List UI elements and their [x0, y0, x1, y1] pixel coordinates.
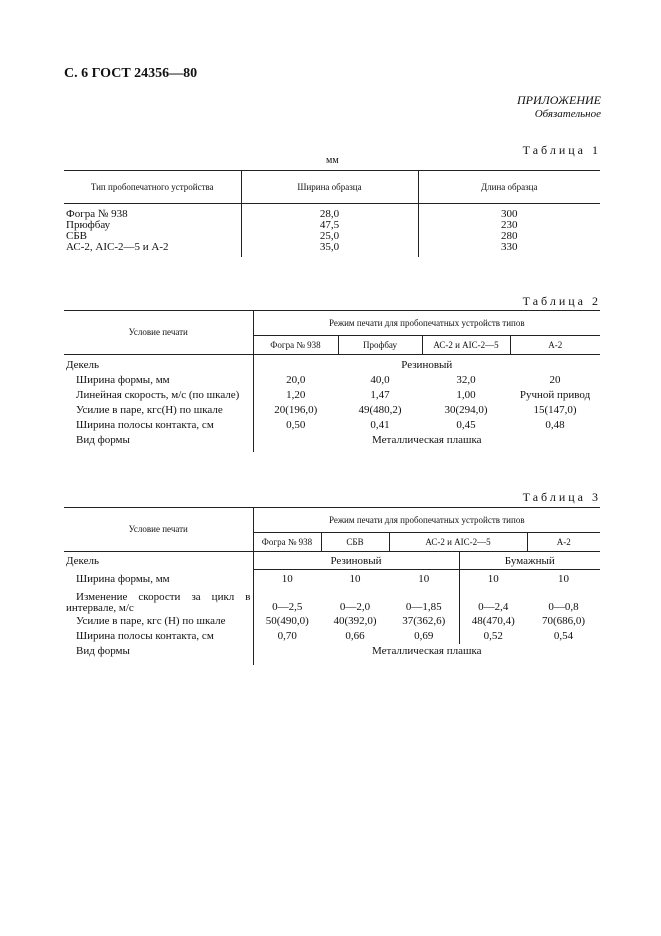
table3-cell: 10: [253, 570, 321, 588]
table2-row-label: Вид формы: [76, 434, 130, 446]
table3-row-label-speed: [64, 587, 253, 614]
table3-cell: 0,54: [553, 630, 574, 642]
table2-cell: 32,0: [456, 374, 476, 386]
table-row: [64, 614, 600, 629]
table-row: [64, 403, 600, 418]
table-row: [64, 355, 600, 374]
table2-caption: Таблица 2: [522, 294, 601, 308]
table1-cell: Прюфбау: [66, 219, 111, 231]
table2-device-fogra: Фогра № 938: [253, 336, 338, 355]
table3-device-fogra: Фогра № 938: [253, 533, 321, 552]
table2-cell: 40,0: [370, 374, 390, 386]
table3-row-label: Ширина полосы контакта, см: [76, 630, 214, 642]
table-row: [64, 587, 600, 614]
table3-cell-span: Металлическая плашка: [253, 644, 600, 665]
table3-cell: 70(686,0): [541, 615, 586, 627]
table2: [64, 310, 600, 452]
table3-device-a2: А-2: [527, 533, 600, 552]
table1-cell: 25,0: [241, 231, 418, 242]
table2-header-mode: Режим печати для пробопечатных устройств типов: [253, 311, 600, 336]
table-row: [64, 552, 600, 570]
table3-header-row: [64, 508, 600, 533]
table2-cell: 30(294,0): [444, 404, 488, 416]
table3: [64, 507, 600, 665]
table-row: [64, 629, 600, 644]
table-row: [64, 204, 600, 221]
table-row: [64, 388, 600, 403]
table1-cell: 47,5: [241, 220, 418, 231]
table1-cell: СБВ: [66, 230, 87, 242]
table2-cell: 0,48: [545, 419, 565, 431]
table2-cell: 20(196,0): [253, 403, 338, 418]
table2-cell: 1,00: [456, 389, 476, 401]
table3-cell: 50(490,0): [253, 614, 321, 629]
table2-cell: 1,47: [370, 389, 390, 401]
table-row: [64, 418, 600, 433]
table1: [64, 170, 600, 257]
table3-cell: 0—0,8: [548, 601, 579, 613]
appendix-block: [517, 93, 601, 120]
table-row: [64, 373, 600, 388]
table3-row-label: Вид формы: [76, 645, 130, 657]
appendix-title: ПРИЛОЖЕНИЕ: [517, 93, 601, 107]
table2-cell: 1,20: [253, 388, 338, 403]
table2-cell-span: Металлическая плашка: [253, 433, 600, 452]
table3-cell: 10: [459, 570, 527, 588]
table2-cell: 0,45: [456, 419, 476, 431]
table-row: [64, 433, 600, 452]
table2-cell: 15(147,0): [533, 404, 577, 416]
table3-row-label: Ширина формы, мм: [76, 572, 170, 585]
table1-header-type: Тип пробопечатного устройства: [90, 181, 214, 192]
page-header: С. 6 ГОСТ 24356—80: [64, 66, 198, 81]
table3-cell: 0,70: [253, 629, 321, 644]
table1-header-length: Длина образца: [418, 171, 600, 204]
table3-row-label: Усилие в паре, кгс (Н) по шкале: [76, 615, 226, 627]
table2-device-a2: А-2: [510, 336, 600, 355]
appendix-subtitle: Обязательное: [534, 108, 601, 120]
table1-cell: АС-2, АIС-2—5 и А-2: [66, 241, 169, 253]
table2-device-ac2: АС-2 и АIС-2—5: [422, 336, 510, 355]
table3-cell: 37(362,6): [402, 615, 446, 627]
table2-cell: 20: [549, 374, 561, 386]
table3-device-sbv: СБВ: [321, 533, 389, 552]
table1-cell: 28,0: [241, 204, 418, 221]
table1-cell: 300: [418, 204, 600, 221]
table3-speed-label-line1: Изменение скорости за цикл в: [76, 591, 251, 603]
table1-header-row: [64, 171, 600, 204]
table3-dekel-rubber: Резиновый: [253, 552, 459, 570]
table3-device-ac2: АС-2 и АIС-2—5: [389, 533, 527, 552]
table3-header-condition: Условие печати: [64, 508, 253, 552]
table2-row-label: Усилие в паре, кгс(Н) по шкале: [76, 404, 223, 416]
table1-cell: 330: [418, 242, 600, 257]
table3-cell: 0—2,4: [459, 587, 527, 614]
table2-device-profbau: Профбау: [338, 336, 422, 355]
table2-header-condition: Условие печати: [64, 311, 253, 355]
table2-row-label: Декель: [66, 359, 99, 371]
table2-cell-span: Резиновый: [253, 355, 600, 374]
table2-cell: 20,0: [253, 373, 338, 388]
table2-cell: 49(480,2): [358, 404, 402, 416]
table1-cell: Фогра № 938: [66, 208, 128, 220]
table3-dekel-paper: Бумажный: [459, 552, 600, 570]
table3-caption: Таблица 3: [522, 490, 601, 504]
table1-header-width: Ширина образца: [241, 171, 418, 204]
table2-row-label: Ширина формы, мм: [76, 374, 170, 386]
table3-cell: 10: [558, 573, 570, 585]
table3-cell: 0,52: [459, 629, 527, 644]
table-row: [64, 242, 600, 257]
table2-cell: 0,50: [253, 418, 338, 433]
table2-header-row: [64, 311, 600, 336]
table1-unit: мм: [326, 155, 339, 166]
table3-cell: 10: [418, 573, 430, 585]
table-row: [64, 644, 600, 665]
table3-cell: 0,66: [345, 630, 365, 642]
table2-cell: Ручной привод: [519, 389, 591, 401]
table3-cell: 0,69: [414, 630, 434, 642]
table3-speed-label-line2: интервале, м/с: [66, 602, 134, 614]
table3-header-mode: Режим печати для пробопечатных устройств типов: [253, 508, 600, 533]
table2-cell: 0,41: [370, 419, 390, 431]
table3-row-label: Декель: [66, 555, 99, 568]
table1-caption: Таблица 1: [522, 143, 601, 157]
table3-cell: 0—1,85: [405, 601, 442, 613]
table3-cell: 10: [349, 573, 361, 585]
table3-cell: 0—2,5: [253, 587, 321, 614]
table3-cell: 0—2,0: [339, 601, 371, 613]
table2-row-label: Линейная скорость, м/с (по шкале): [76, 389, 240, 401]
table3-cell: 40(392,0): [333, 615, 377, 627]
table2-row-label: Ширина полосы контакта, см: [76, 419, 214, 431]
table1-cell: 230: [418, 220, 600, 231]
table-row: [64, 570, 600, 588]
table3-cell: 48(470,4): [459, 614, 527, 629]
table1-cell: 35,0: [241, 242, 418, 257]
table1-cell: 280: [418, 231, 600, 242]
